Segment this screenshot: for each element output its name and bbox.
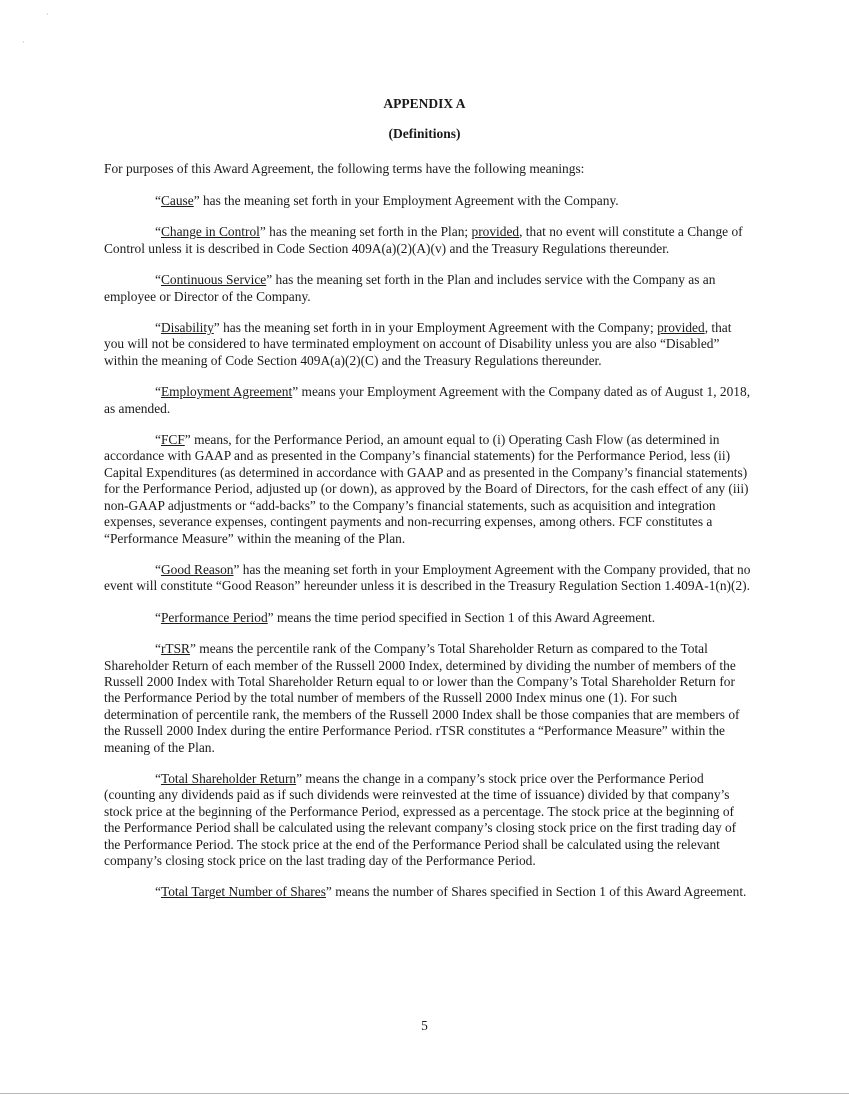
definition-text: ” means, for the Performance Period, an amount equal to (i) Operating Cash Flow (as determined in accordance with GAAP and as presented in the Company’s financial statements) for the Performance Period, less (ii) Capital Expenditures (as determined in accordance with GAAP and as presented in the Company’s financial statements) for the Performance Period, adjusted up (or down), as approved by the Board of Directors, for the cash effect of any (iii) non-GAAP adjustments or “add-backs” to the Company’s financial statements, such as acquisition and integration expenses, severance expenses, contingent payments and non-recurring expenses, among others. FCF constitutes a “Performance Measure” within the meaning of the Plan. bbox=[104, 432, 749, 546]
definition-continuous-service: “Continuous Service” has the meaning set forth in the Plan and includes service with the Company as an employee or Director of the Company. bbox=[104, 272, 716, 304]
term-performance-period: Performance Period bbox=[160, 609, 268, 625]
page-number: 5 bbox=[421, 1018, 428, 1033]
term-total-target-number-of-shares: Total Target Number of Shares bbox=[160, 884, 326, 900]
definition-total-shareholder-return: “Total Shareholder Return” means the change in a company’s stock price over the Performance Period (counting any dividends paid as if such dividends were reinvested at the time of issuance) divided by that company’s stock price at the beginning of the Performance Period, expressed as a percentage. The stock price at the beginning of the Performance Period shall be calculated using the relevant company’s closing stock price on the first trading day of the Performance Period. The stock price at the end of the Performance Period shall be calculated using the relevant company’s closing stock price on the last trading day of the Performance Period. bbox=[104, 770, 737, 868]
term-cause: Cause bbox=[160, 193, 194, 208]
provided-word: provided bbox=[471, 224, 520, 240]
term-fcf: FCF bbox=[160, 432, 185, 448]
definition-text: , that you will not be considered to have terminated employment on account of Disability unless you are also “Disabled” within the meaning of Code Section 409A(a)(2)(C) and the Treasury Regulations thereunder. bbox=[104, 320, 732, 368]
scan-edge-line bbox=[0, 1093, 849, 1094]
term-rtsr: rTSR bbox=[160, 641, 190, 657]
definition-text: ” means the change in a company’s stock price over the Performance Period (counting any dividends paid as if such dividends were reinvested at the time of issuance) divided by that company’s stock price at the beginning of the Performance Period, expressed as a percentage. The stock price at the beginning of the Performance Period shall be calculated using the relevant company’s closing stock price on the first trading day of the Performance Period. The stock price at the end of the Performance Period shall be calculated using the relevant company’s closing stock price on the last trading day of the Performance Period. bbox=[104, 770, 737, 868]
definition-fcf: “FCF” means, for the Performance Period, an amount equal to (i) Operating Cash Flow (as determined in accordance with GAAP and as presented in the Company’s financial statements) for the Performance Period, less (ii) Capital Expenditures (as determined in accordance with GAAP and as presented in the Company’s financial statements) for the Performance Period, adjusted up (or down), as approved by the Board of Directors, for the cash effect of any (iii) non-GAAP adjustments or “add-backs” to the Company’s financial statements, such as acquisition and integration expenses, severance expenses, contingent payments and non-recurring expenses, among others. FCF constitutes a “Performance Measure” within the meaning of the Plan. bbox=[104, 432, 749, 546]
scan-speck: · bbox=[22, 38, 25, 47]
intro-paragraph: For purposes of this Award Agreement, the following terms have the following meanings: bbox=[104, 161, 585, 176]
definition-text: ” has the meaning set forth in the Plan; bbox=[259, 224, 472, 240]
definition-total-target-number-of-shares: “Total Target Number of Shares” means the number of Shares specified in Section 1 of this Award Agreement. bbox=[155, 884, 747, 900]
provided-word: provided bbox=[657, 320, 705, 336]
definition-text: ” means your Employment Agreement with the Company dated as of August 1, 2018, as amended. bbox=[104, 384, 751, 416]
definition-text: ” has the meaning set forth in the Plan and includes service with the Company as an employee or Director of the Company. bbox=[104, 272, 716, 304]
scan-speck: · bbox=[46, 10, 49, 19]
definition-cause: “Cause” has the meaning set forth in your Employment Agreement with the Company. bbox=[155, 193, 619, 208]
definition-text: ” means the percentile rank of the Company’s Total Shareholder Return as compared to the Total Shareholder Return of each member of the Russell 2000 Index, determined by dividing the number of members of the Russell 2000 Index with Total Shareholder Return equal to or lower than the Company’s Total Shareholder Return for the Performance Period by the total number of members of the Russell 2000 Index minus one (1). For such determination of percentile rank, the members of the Russell 2000 Index shall be those companies that are members of the Russell 2000 Index during the entire Performance Period. rTSR constitutes a “Performance Measure” within the meaning of the Plan. bbox=[104, 641, 740, 755]
term-disability: Disability bbox=[160, 320, 214, 336]
definition-disability: “Disability” has the meaning set forth in in your Employment Agreement with the Company; provided, that you will not be considered to have terminated employment on account of Disability unless you are also “Disabled” within the meaning of Code Section 409A(a)(2)(C) and the Treasury Regulations thereunder. bbox=[104, 320, 732, 368]
definition-rtsr: “rTSR” means the percentile rank of the Company’s Total Shareholder Return as compared to the Total Shareholder Return of each member of the Russell 2000 Index, determined by dividing the number of members of the Russell 2000 Index with Total Shareholder Return equal to or lower than the Company’s Total Shareholder Return for the Performance Period by the total number of members of the Russell 2000 Index minus one (1). For such determination of percentile rank, the members of the Russell 2000 Index shall be those companies that are members of the Russell 2000 Index during the entire Performance Period. rTSR constitutes a “Performance Measure” within the meaning of the Plan. bbox=[104, 641, 740, 755]
definition-text: ” has the meaning set forth in in your Employment Agreement with the Company; bbox=[213, 320, 658, 336]
term-continuous-service: Continuous Service bbox=[160, 272, 267, 288]
appendix-subtitle: (Definitions) bbox=[388, 126, 461, 141]
appendix-title: APPENDIX A bbox=[383, 96, 466, 111]
definition-change-in-control: “Change in Control” has the meaning set forth in the Plan; provided, that no event will constitute a Change of Control unless it is described in Code Section 409A(a)(2)(A)(v) and the Treasury Regulations thereunder. bbox=[104, 224, 743, 256]
definitions-list bbox=[104, 193, 752, 916]
term-total-shareholder-return: Total Shareholder Return bbox=[160, 770, 297, 786]
definition-performance-period: “Performance Period” means the time period specified in Section 1 of this Award Agreement. bbox=[155, 609, 656, 625]
definition-text: ” means the time period specified in Section 1 of this Award Agreement. bbox=[267, 609, 656, 625]
definition-text: , that no event will constitute a Change of Control unless it is described in Code Section 409A(a)(2)(A)(v) and the Treasury Regulations thereunder. bbox=[104, 224, 743, 256]
definition-employment-agreement: “Employment Agreement” means your Employment Agreement with the Company dated as of August 1, 2018, as amended. bbox=[104, 384, 751, 416]
term-change-in-control: Change in Control bbox=[160, 224, 260, 240]
definition-good-reason: “Good Reason” has the meaning set forth in your Employment Agreement with the Company provided, that no event will constitute “Good Reason” hereunder unless it is described in the Treasury Regulation Section 1.409A-1(n)(2). bbox=[104, 561, 751, 594]
definition-text: ” has the meaning set forth in your Employment Agreement with the Company. bbox=[193, 193, 619, 208]
definition-text: ” has the meaning set forth in your Employment Agreement with the Company provided, that no event will constitute “Good Reason” hereunder unless it is described in the Treasury Regulation Section 1.409A-1(n)(2). bbox=[104, 561, 751, 594]
term-employment-agreement: Employment Agreement bbox=[160, 384, 293, 400]
definition-text: ” means the number of Shares specified in Section 1 of this Award Agreement. bbox=[325, 884, 747, 900]
term-good-reason: Good Reason bbox=[160, 561, 234, 577]
